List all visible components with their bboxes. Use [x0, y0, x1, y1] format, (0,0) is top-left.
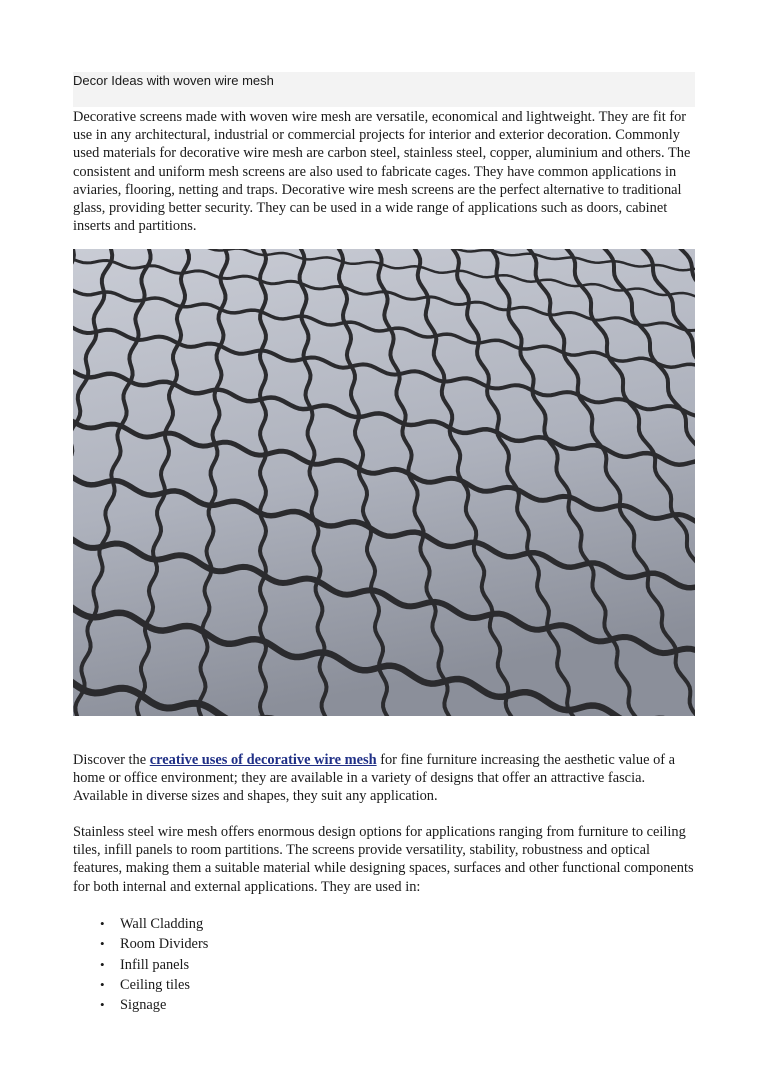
discover-text-before: Discover the — [73, 752, 150, 768]
bullet-icon: • — [100, 916, 105, 931]
woven-wire-mesh-photo — [73, 249, 695, 716]
list-item: • Room Dividers — [73, 934, 208, 954]
document-heading: Decor Ideas with woven wire mesh — [73, 73, 274, 88]
discover-text-after: for fine furniture increasing the aesthetic value of a home or office environment; they are available in a variety of designs that offer an attractive fascia. Available in diverse sizes and shapes, they suit any application. — [73, 752, 676, 805]
bullet-icon: • — [100, 936, 105, 952]
list-item: • Ceiling tiles — [73, 975, 208, 995]
list-item: • Wall Cladding — [73, 914, 208, 934]
list-item: • Infill panels — [73, 955, 208, 975]
uses-list — [73, 914, 208, 1015]
stainless-steel-paragraph: Stainless steel wire mesh offers enormous design options for applications ranging from furniture to ceiling tiles, infill panels to room partitions. The screens provide versatility, stability, robustness and optical features, making them a suitable material while designing spaces, surfaces and other functional components for both internal and external applications. They are used in: — [73, 824, 694, 895]
bullet-icon: • — [100, 956, 105, 972]
bullet-icon: • — [100, 997, 105, 1013]
discover-paragraph — [73, 751, 697, 806]
bullet-icon: • — [100, 976, 105, 992]
creative-uses-link[interactable]: creative uses of decorative wire mesh — [149, 752, 377, 768]
intro-paragraph: Decorative screens made with woven wire mesh are versatile, economical and lightweight. They are fit for use in any architectural, industrial or commercial projects for interior and exterior decoration. Commonly used materials for decorative wire mesh are carbon steel, stainless steel, copper, aluminium and others. The consistent and uniform mesh screens are also used to fabricate cages. They have common applications in aviaries, flooring, netting and traps. Decorative wire mesh screens are the perfect alternative to traditional glass, providing better security. They can be used in a wide range of applications such as doors, cabinet inserts and partitions. — [73, 109, 691, 235]
list-item: • Signage — [73, 995, 208, 1015]
